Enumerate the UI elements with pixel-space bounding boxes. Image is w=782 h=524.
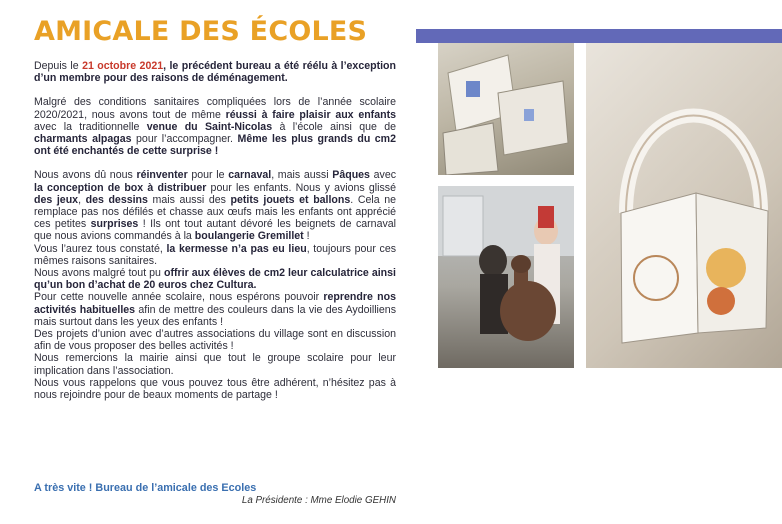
paragraph-cm2: Nous avons malgré tout pu offrir aux élèves de cm2 leur calculatrice ainsi qu’un bon d’achat de 20 euros chez Cultura. [34, 267, 396, 292]
paragraph-adhesion: Nous vous rappelons que vous pouvez tous être adhérent, n’hésitez pas à nous rejoindre pour de beaux moments de partage ! [34, 376, 396, 402]
paragraph-carnaval: Nous avons dû nous réinventer pour le carnaval, mais aussi Pâques avec la conception de box à distribuer pour les enfants. Nous y avions glissé des jeux, des dessins mais aussi des petits jouets et ballons. Cela ne remplace pas nos défilés et chasse aux œufs mais les enfants ont apprécié ces petites surprises ! Ils ont tout autant dévoré les beignets de carnaval que nous avions commandés à la boulangerie Gremillet ! [34, 169, 397, 243]
closing-line: A très vite ! Bureau de l’amicale des Ecoles [34, 482, 257, 494]
photo-saint-nicolas-alpaca [438, 186, 574, 368]
date-highlight: 21 octobre 2021 [82, 60, 164, 72]
accent-bar [416, 29, 782, 43]
signature: La Présidente : Mme Elodie GEHIN [241, 495, 396, 506]
paragraph-saint-nicolas: Malgré des conditions sanitaires compliquées lors de l’année scolaire 2020/2021, nous avons tout de même réussi à faire plaisir aux enfants avec la traditionnelle venue du Saint-Nicolas à l’école ainsi que de charmants alpagas pour l’accompagner. Même les plus grands du cm2 ont été enchantés de cette surprise ! [34, 96, 397, 158]
photo-paper-basket [586, 43, 782, 368]
paragraph-kermesse: Vous l’aurez tous constaté, la kermesse n’a pas eu lieu, toujours pour ces mêmes raisons sanitaires. [34, 242, 397, 267]
article-body [34, 60, 396, 401]
paragraph-nouvelle-annee: Pour cette nouvelle année scolaire, nous espérons pouvoir reprendre nos activités habituelles afin de mettre des couleurs dans la vie des Aydoilliens mais surtout dans les yeux des enfants ! [34, 291, 396, 328]
paragraph-bureau: Depuis le 21 octobre 2021, le précédent bureau a été réélu à l’exception d’un membre pour des raisons de déménagement. [34, 60, 396, 85]
page-title: AMICALE DES ÉCOLES [34, 16, 368, 47]
paragraph-projets: Des projets d’union avec d’autres associations du village sont en discussion afin de vous proposer des belles activités ! [34, 328, 396, 353]
photo-easter-boxes [438, 43, 574, 175]
paragraph-remerciements: Nous remercions la mairie ainsi que tout le groupe scolaire pour leur implication dans l’association. [34, 352, 396, 377]
